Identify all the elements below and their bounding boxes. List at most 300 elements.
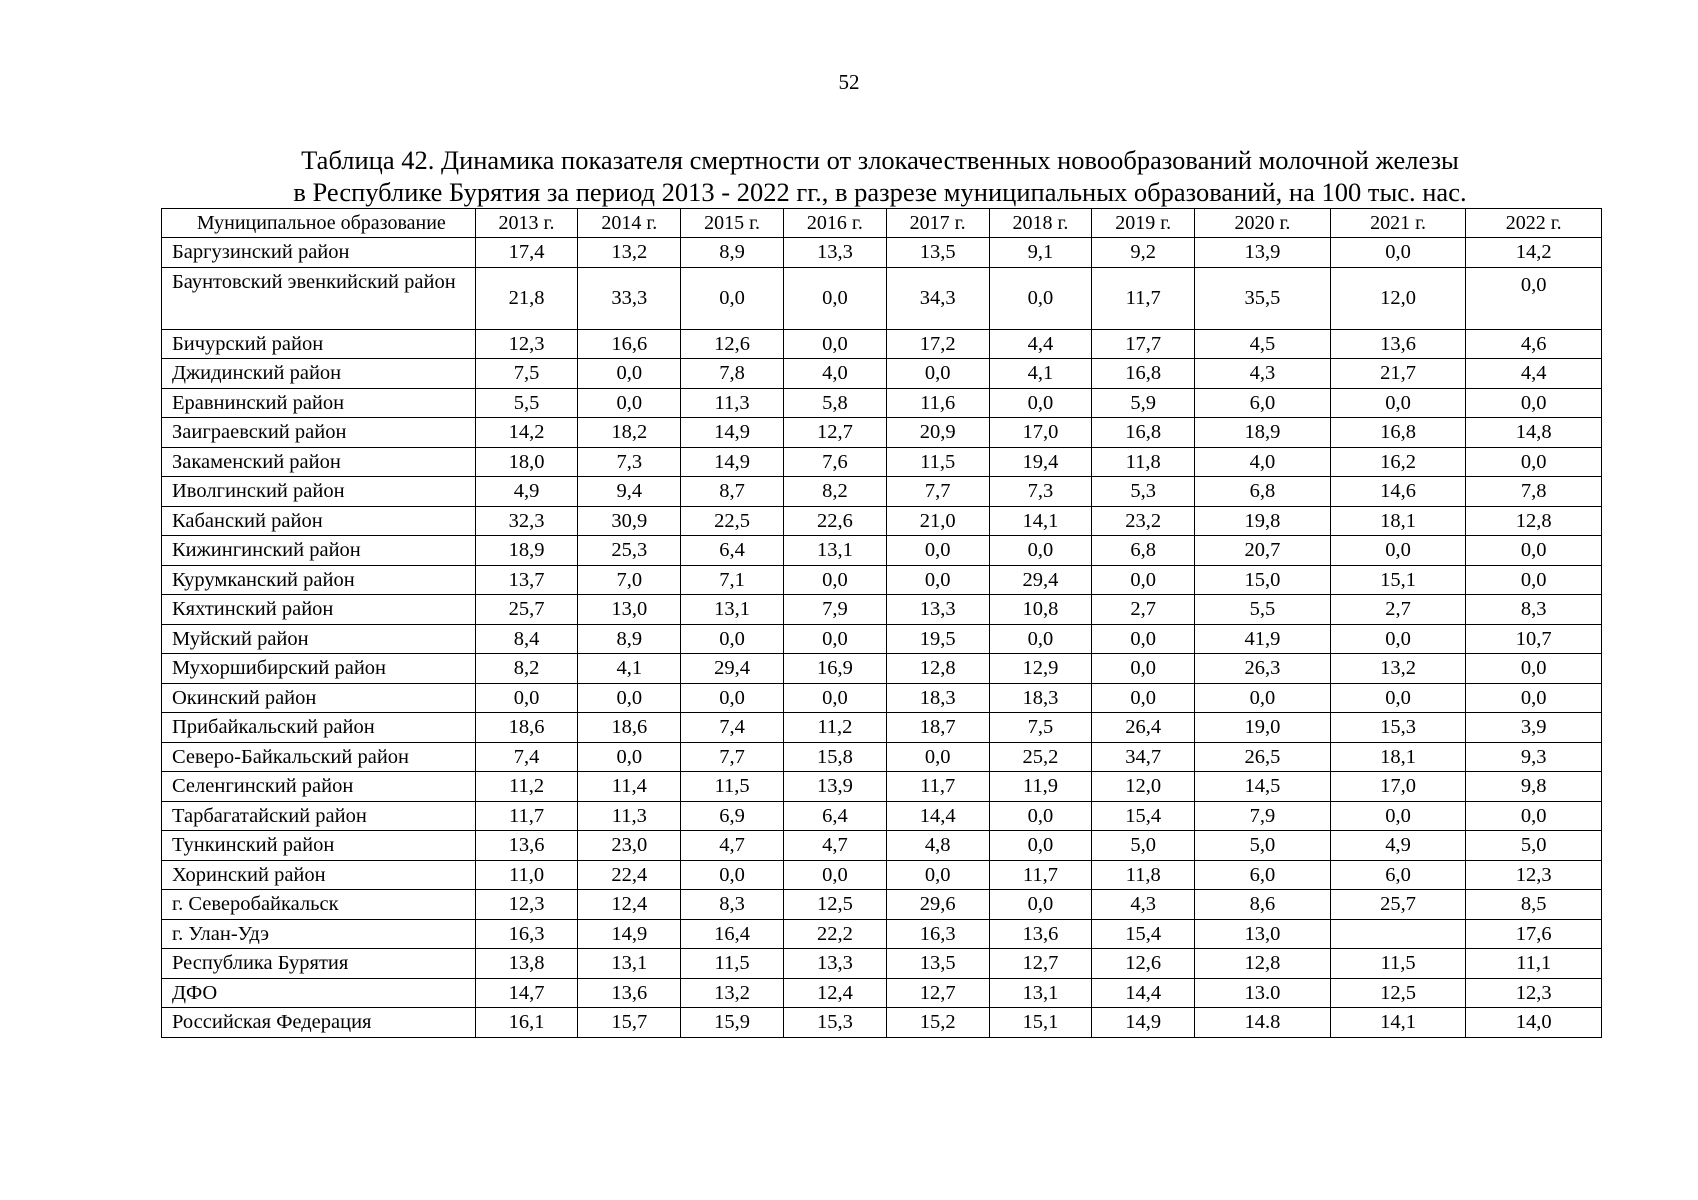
rate-value: 0,0 xyxy=(989,536,1092,566)
municipality-name: ДФО xyxy=(162,978,476,1008)
table-row xyxy=(162,801,1602,831)
rate-value: 6,0 xyxy=(1330,860,1466,890)
municipality-name: Баунтовский эвенкийский район xyxy=(162,267,476,329)
rate-value: 13,0 xyxy=(578,595,681,625)
rate-value: 11,7 xyxy=(886,772,989,802)
rate-value: 7,8 xyxy=(1466,477,1602,507)
rate-value: 9,4 xyxy=(578,477,681,507)
rate-value: 7,3 xyxy=(989,477,1092,507)
rate-value: 12,7 xyxy=(886,978,989,1008)
rate-value: 35,5 xyxy=(1195,267,1331,329)
rate-value: 33,3 xyxy=(578,267,681,329)
table-row xyxy=(162,683,1602,713)
column-header-year: 2017 г. xyxy=(886,209,989,238)
rate-value: 15,4 xyxy=(1092,801,1195,831)
rate-value: 16,3 xyxy=(886,919,989,949)
rate-value: 13,7 xyxy=(475,565,578,595)
rate-value: 13,3 xyxy=(783,949,886,979)
rate-value: 18,7 xyxy=(886,713,989,743)
rate-value: 12,7 xyxy=(989,949,1092,979)
rate-value: 11,5 xyxy=(681,772,784,802)
rate-value: 5,0 xyxy=(1195,831,1331,861)
rate-value: 12,5 xyxy=(1330,978,1466,1008)
rate-value: 14,1 xyxy=(1330,1008,1466,1038)
table-row xyxy=(162,1008,1602,1038)
rate-value: 0,0 xyxy=(1330,624,1466,654)
rate-value: 16,9 xyxy=(783,654,886,684)
table-row xyxy=(162,388,1602,418)
table-row xyxy=(162,713,1602,743)
rate-value: 11,7 xyxy=(475,801,578,831)
table-row xyxy=(162,624,1602,654)
rate-value: 0,0 xyxy=(681,683,784,713)
rate-value: 7,6 xyxy=(783,447,886,477)
table-header-row xyxy=(162,209,1602,238)
rate-value: 13,6 xyxy=(1330,329,1466,359)
rate-value: 0,0 xyxy=(886,860,989,890)
rate-value: 4,9 xyxy=(475,477,578,507)
rate-value: 4,6 xyxy=(1466,329,1602,359)
rate-value: 14,9 xyxy=(681,418,784,448)
rate-value: 4,7 xyxy=(681,831,784,861)
rate-value: 7,3 xyxy=(578,447,681,477)
rate-value: 0,0 xyxy=(681,624,784,654)
rate-value: 16,6 xyxy=(578,329,681,359)
rate-value: 7,9 xyxy=(783,595,886,625)
rate-value: 0,0 xyxy=(783,329,886,359)
rate-value: 0,0 xyxy=(1466,654,1602,684)
rate-value: 13,9 xyxy=(1195,238,1331,268)
rate-value: 29,4 xyxy=(681,654,784,684)
rate-value: 4,3 xyxy=(1092,890,1195,920)
rate-value: 12,6 xyxy=(1092,949,1195,979)
rate-value: 12,3 xyxy=(1466,978,1602,1008)
rate-value: 19,0 xyxy=(1195,713,1331,743)
rate-value: 19,4 xyxy=(989,447,1092,477)
rate-value: 16,8 xyxy=(1330,418,1466,448)
rate-value: 0,0 xyxy=(1466,388,1602,418)
rate-value: 6,8 xyxy=(1195,477,1331,507)
municipality-name: г. Северобайкальск xyxy=(162,890,476,920)
rate-value: 12,4 xyxy=(578,890,681,920)
column-header-year: 2015 г. xyxy=(681,209,784,238)
rate-value: 0,0 xyxy=(886,565,989,595)
rate-value: 0,0 xyxy=(1330,683,1466,713)
rate-value: 9,1 xyxy=(989,238,1092,268)
rate-value: 11,6 xyxy=(886,388,989,418)
rate-value: 14,8 xyxy=(1466,418,1602,448)
caption-line-2: в Республике Бурятия за период 2013 - 2022 гг., в разрезе муниципальных образований, на 100 тыс. нас. xyxy=(293,177,1467,207)
rate-value: 13,3 xyxy=(886,595,989,625)
rate-value: 7,4 xyxy=(681,713,784,743)
rate-value: 4,4 xyxy=(1466,359,1602,389)
rate-value: 7,5 xyxy=(475,359,578,389)
rate-value: 6,9 xyxy=(681,801,784,831)
rate-value: 12,6 xyxy=(681,329,784,359)
column-header-year: 2022 г. xyxy=(1466,209,1602,238)
rate-value: 11,0 xyxy=(475,860,578,890)
rate-value: 6,0 xyxy=(1195,860,1331,890)
rate-value: 12,9 xyxy=(989,654,1092,684)
rate-value: 15,2 xyxy=(886,1008,989,1038)
rate-value: 21,0 xyxy=(886,506,989,536)
rate-value: 13,1 xyxy=(681,595,784,625)
rate-value: 34,7 xyxy=(1092,742,1195,772)
rate-value: 14,2 xyxy=(475,418,578,448)
rate-value: 15,0 xyxy=(1195,565,1331,595)
rate-value: 0,0 xyxy=(989,388,1092,418)
rate-value: 9,2 xyxy=(1092,238,1195,268)
rate-value: 0,0 xyxy=(783,624,886,654)
rate-value: 17,6 xyxy=(1466,919,1602,949)
rate-value: 18,1 xyxy=(1330,506,1466,536)
rate-value: 18,3 xyxy=(886,683,989,713)
rate-value: 0,0 xyxy=(578,742,681,772)
rate-value: 12,8 xyxy=(886,654,989,684)
rate-value: 4,8 xyxy=(886,831,989,861)
rate-value: 12,8 xyxy=(1466,506,1602,536)
rate-value: 14.8 xyxy=(1195,1008,1331,1038)
rate-value: 0,0 xyxy=(989,831,1092,861)
rate-value: 13,6 xyxy=(475,831,578,861)
rate-value: 4,1 xyxy=(989,359,1092,389)
column-header-year: 2016 г. xyxy=(783,209,886,238)
table-row xyxy=(162,654,1602,684)
rate-value: 18,1 xyxy=(1330,742,1466,772)
municipality-name: Муйский район xyxy=(162,624,476,654)
table-row xyxy=(162,418,1602,448)
municipality-name: Хоринский район xyxy=(162,860,476,890)
rate-value: 0,0 xyxy=(886,742,989,772)
rate-value: 11,2 xyxy=(475,772,578,802)
rate-value: 8,7 xyxy=(681,477,784,507)
table-row xyxy=(162,238,1602,268)
rate-value: 14,9 xyxy=(578,919,681,949)
page-number: 52 xyxy=(838,70,860,94)
table-body xyxy=(162,238,1602,1038)
rate-value: 16,8 xyxy=(1092,418,1195,448)
rate-value: 13,5 xyxy=(886,949,989,979)
rate-value: 15,8 xyxy=(783,742,886,772)
rate-value: 41,9 xyxy=(1195,624,1331,654)
table-row xyxy=(162,565,1602,595)
municipality-name: Тарбагатайский район xyxy=(162,801,476,831)
rate-value: 22,5 xyxy=(681,506,784,536)
rate-value: 0,0 xyxy=(989,267,1092,329)
rate-value: 4,1 xyxy=(578,654,681,684)
rate-value: 2,7 xyxy=(1330,595,1466,625)
rate-value: 0,0 xyxy=(783,860,886,890)
rate-value: 0,0 xyxy=(886,536,989,566)
rate-value: 29,6 xyxy=(886,890,989,920)
rate-value: 4,0 xyxy=(783,359,886,389)
municipality-name: Бичурский район xyxy=(162,329,476,359)
rate-value: 14,4 xyxy=(886,801,989,831)
municipality-name: Окинский район xyxy=(162,683,476,713)
rate-value: 12,3 xyxy=(475,329,578,359)
table-row xyxy=(162,447,1602,477)
table-row xyxy=(162,595,1602,625)
rate-value: 14,6 xyxy=(1330,477,1466,507)
rate-value: 22,6 xyxy=(783,506,886,536)
caption-line-1: Таблица 42. Динамика показателя смертности от злокачественных новообразований молочной железы xyxy=(301,145,1459,175)
rate-value: 15,3 xyxy=(1330,713,1466,743)
rate-value: 4,9 xyxy=(1330,831,1466,861)
rate-value: 14,9 xyxy=(1092,1008,1195,1038)
rate-value: 13,8 xyxy=(475,949,578,979)
rate-value: 15,1 xyxy=(989,1008,1092,1038)
rate-value: 22,2 xyxy=(783,919,886,949)
rate-value: 14,9 xyxy=(681,447,784,477)
rate-value: 8,3 xyxy=(681,890,784,920)
rate-value: 4,4 xyxy=(989,329,1092,359)
table-row xyxy=(162,536,1602,566)
rate-value: 18,6 xyxy=(475,713,578,743)
rate-value: 12,3 xyxy=(1466,860,1602,890)
table-row xyxy=(162,506,1602,536)
table-row xyxy=(162,772,1602,802)
municipality-name: Кабанский район xyxy=(162,506,476,536)
rate-value: 17,0 xyxy=(1330,772,1466,802)
municipality-name: г. Улан-Удэ xyxy=(162,919,476,949)
rate-value: 14,2 xyxy=(1466,238,1602,268)
rate-value: 12,3 xyxy=(475,890,578,920)
rate-value: 23,0 xyxy=(578,831,681,861)
rate-value: 5,3 xyxy=(1092,477,1195,507)
rate-value: 5,9 xyxy=(1092,388,1195,418)
rate-value: 5,0 xyxy=(1466,831,1602,861)
rate-value: 7,7 xyxy=(886,477,989,507)
rate-value: 18,6 xyxy=(578,713,681,743)
rate-value: 13,9 xyxy=(783,772,886,802)
rate-value: 14,4 xyxy=(1092,978,1195,1008)
rate-value: 7,0 xyxy=(578,565,681,595)
rate-value: 11,8 xyxy=(1092,860,1195,890)
rate-value: 19,5 xyxy=(886,624,989,654)
rate-value: 9,3 xyxy=(1466,742,1602,772)
rate-value: 3,9 xyxy=(1466,713,1602,743)
rate-value: 0,0 xyxy=(681,860,784,890)
table-row xyxy=(162,742,1602,772)
municipality-name: Иволгинский район xyxy=(162,477,476,507)
rate-value: 13,1 xyxy=(783,536,886,566)
rate-value: 0,0 xyxy=(989,801,1092,831)
rate-value: 0,0 xyxy=(1330,238,1466,268)
rate-value: 17,4 xyxy=(475,238,578,268)
table-row xyxy=(162,267,1602,329)
table-row xyxy=(162,831,1602,861)
rate-value: 6,4 xyxy=(681,536,784,566)
rate-value: 0,0 xyxy=(578,683,681,713)
table-row xyxy=(162,978,1602,1008)
rate-value: 10,7 xyxy=(1466,624,1602,654)
rate-value: 11,1 xyxy=(1466,949,1602,979)
rate-value: 15,3 xyxy=(783,1008,886,1038)
rate-value: 6,4 xyxy=(783,801,886,831)
rate-value: 11,2 xyxy=(783,713,886,743)
rate-value: 4,0 xyxy=(1195,447,1331,477)
municipality-name: Селенгинский район xyxy=(162,772,476,802)
rate-value: 8,4 xyxy=(475,624,578,654)
rate-value: 18,9 xyxy=(475,536,578,566)
rate-value: 16,2 xyxy=(1330,447,1466,477)
rate-value: 17,2 xyxy=(886,329,989,359)
municipality-name: Республика Бурятия xyxy=(162,949,476,979)
rate-value: 16,4 xyxy=(681,919,784,949)
rate-value: 6,0 xyxy=(1195,388,1331,418)
rate-value: 0,0 xyxy=(1466,565,1602,595)
rate-value: 7,9 xyxy=(1195,801,1331,831)
rate-value: 25,7 xyxy=(475,595,578,625)
column-header-year: 2018 г. xyxy=(989,209,1092,238)
municipality-name: Закаменский район xyxy=(162,447,476,477)
rate-value: 17,7 xyxy=(1092,329,1195,359)
rate-value: 13,1 xyxy=(578,949,681,979)
rate-value: 16,3 xyxy=(475,919,578,949)
rate-value: 0,0 xyxy=(783,267,886,329)
rate-value: 18,2 xyxy=(578,418,681,448)
rate-value: 14,1 xyxy=(989,506,1092,536)
rate-value: 26,3 xyxy=(1195,654,1331,684)
rate-value: 6,8 xyxy=(1092,536,1195,566)
rate-value: 12,0 xyxy=(1330,267,1466,329)
rate-value: 13,2 xyxy=(578,238,681,268)
rate-value: 4,5 xyxy=(1195,329,1331,359)
table-caption xyxy=(150,144,1610,208)
municipality-name: Северо-Байкальский район xyxy=(162,742,476,772)
rate-value: 15,9 xyxy=(681,1008,784,1038)
mortality-table-container xyxy=(161,208,1602,1038)
rate-value: 19,8 xyxy=(1195,506,1331,536)
municipality-name: Курумканский район xyxy=(162,565,476,595)
rate-value: 22,4 xyxy=(578,860,681,890)
table-row xyxy=(162,919,1602,949)
rate-value: 7,1 xyxy=(681,565,784,595)
rate-value: 0,0 xyxy=(578,359,681,389)
rate-value: 11,7 xyxy=(989,860,1092,890)
rate-value: 0,0 xyxy=(1092,654,1195,684)
table-row xyxy=(162,949,1602,979)
column-header-year: 2020 г. xyxy=(1195,209,1331,238)
rate-value: 7,7 xyxy=(681,742,784,772)
municipality-name: Тункинский район xyxy=(162,831,476,861)
rate-value: 13,6 xyxy=(578,978,681,1008)
rate-value: 16,8 xyxy=(1092,359,1195,389)
municipality-name: Кяхтинский район xyxy=(162,595,476,625)
rate-value: 11,5 xyxy=(886,447,989,477)
rate-value: 0,0 xyxy=(1092,565,1195,595)
rate-value: 11,9 xyxy=(989,772,1092,802)
rate-value: 7,8 xyxy=(681,359,784,389)
rate-value: 13,5 xyxy=(886,238,989,268)
rate-value: 0,0 xyxy=(886,359,989,389)
rate-value: 0,0 xyxy=(1092,683,1195,713)
table-row xyxy=(162,359,1602,389)
rate-value: 0,0 xyxy=(1466,536,1602,566)
table-row xyxy=(162,860,1602,890)
rate-value: 32,3 xyxy=(475,506,578,536)
rate-value: 12,8 xyxy=(1195,949,1331,979)
rate-value: 15,4 xyxy=(1092,919,1195,949)
rate-value: 11,3 xyxy=(578,801,681,831)
rate-value: 0,0 xyxy=(1330,801,1466,831)
rate-value: 21,7 xyxy=(1330,359,1466,389)
rate-value: 11,8 xyxy=(1092,447,1195,477)
rate-value: 0,0 xyxy=(1466,801,1602,831)
rate-value: 8,3 xyxy=(1466,595,1602,625)
rate-value: 30,9 xyxy=(578,506,681,536)
rate-value: 12,4 xyxy=(783,978,886,1008)
table-row xyxy=(162,890,1602,920)
rate-value: 25,7 xyxy=(1330,890,1466,920)
rate-value: 29,4 xyxy=(989,565,1092,595)
rate-value: 0,0 xyxy=(1195,683,1331,713)
rate-value: 25,3 xyxy=(578,536,681,566)
rate-value: 0,0 xyxy=(1092,624,1195,654)
rate-value: 8,9 xyxy=(578,624,681,654)
rate-value: 0,0 xyxy=(1466,447,1602,477)
rate-value: 0,0 xyxy=(578,388,681,418)
rate-value: 8,9 xyxy=(681,238,784,268)
rate-value: 13,6 xyxy=(989,919,1092,949)
rate-value: 0,0 xyxy=(475,683,578,713)
rate-value: 26,4 xyxy=(1092,713,1195,743)
rate-value: 14,0 xyxy=(1466,1008,1602,1038)
column-header-municipality: Муниципальное образование xyxy=(162,209,476,238)
rate-value: 0,0 xyxy=(681,267,784,329)
rate-value: 15,7 xyxy=(578,1008,681,1038)
rate-value: 13,0 xyxy=(1195,919,1331,949)
rate-value: 0,0 xyxy=(1330,388,1466,418)
rate-value: 7,5 xyxy=(989,713,1092,743)
rate-value: 34,3 xyxy=(886,267,989,329)
rate-value: 8,6 xyxy=(1195,890,1331,920)
rate-value: 13,2 xyxy=(681,978,784,1008)
rate-value: 12,5 xyxy=(783,890,886,920)
rate-value: 0,0 xyxy=(989,624,1092,654)
rate-value: 11,4 xyxy=(578,772,681,802)
rate-value: 0,0 xyxy=(1466,683,1602,713)
rate-value: 5,5 xyxy=(1195,595,1331,625)
rate-value: 4,3 xyxy=(1195,359,1331,389)
rate-value: 0,0 xyxy=(989,890,1092,920)
column-header-year: 2019 г. xyxy=(1092,209,1195,238)
rate-value: 25,2 xyxy=(989,742,1092,772)
rate-value: 0,0 xyxy=(1330,536,1466,566)
table-row xyxy=(162,329,1602,359)
rate-value: 5,5 xyxy=(475,388,578,418)
rate-value: 23,2 xyxy=(1092,506,1195,536)
rate-value: 9,8 xyxy=(1466,772,1602,802)
municipality-name: Баргузинский район xyxy=(162,238,476,268)
rate-value: 21,8 xyxy=(475,267,578,329)
rate-value: 13,2 xyxy=(1330,654,1466,684)
rate-value: 11,3 xyxy=(681,388,784,418)
rate-value: 12,0 xyxy=(1092,772,1195,802)
rate-value: 5,8 xyxy=(783,388,886,418)
rate-value: 26,5 xyxy=(1195,742,1331,772)
rate-value: 2,7 xyxy=(1092,595,1195,625)
column-header-year: 2013 г. xyxy=(475,209,578,238)
rate-value: 8,2 xyxy=(783,477,886,507)
mortality-table xyxy=(161,208,1602,1038)
rate-value: 13,3 xyxy=(783,238,886,268)
rate-value: 4,7 xyxy=(783,831,886,861)
rate-value: 18,0 xyxy=(475,447,578,477)
column-header-year: 2014 г. xyxy=(578,209,681,238)
municipality-name: Еравнинский район xyxy=(162,388,476,418)
rate-value: 7,4 xyxy=(475,742,578,772)
